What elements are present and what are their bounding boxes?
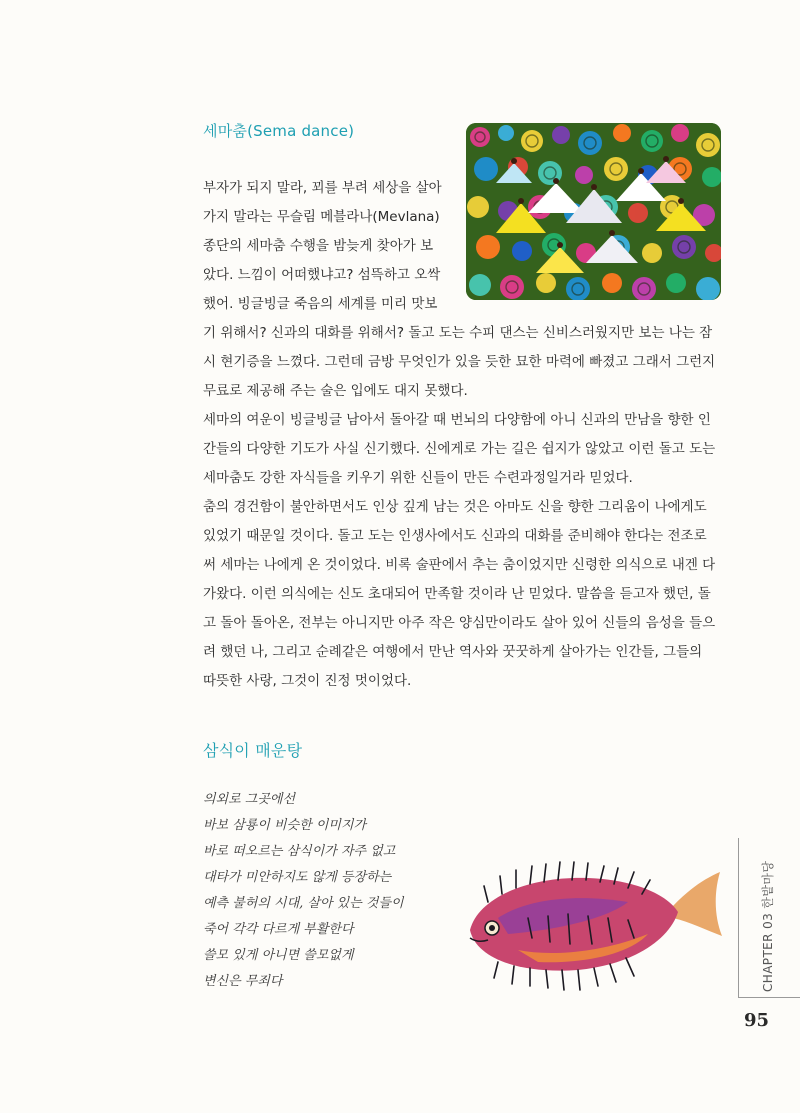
text-line: 가왔다. 이런 의식에는 신도 초대되어 만족할 것이라 난 믿었다. 말씀을 듣고자 했던, 돌 [203,586,711,602]
poem-line: 예측 불허의 시대, 살아 있는 것들이 [203,896,404,911]
text-line: 춤의 경건함이 불안하면서도 인상 깊게 남는 것은 아마도 신을 향한 그리움이 나에게도 [203,499,707,515]
sema-dance-painting [466,123,721,300]
poem-line: 의외로 그곳에선 [203,792,296,807]
text-line: 써 세마는 나에게 온 것이었다. 비록 술판에서 추는 춤이었지만 신령한 의식으로 내겐 다 [203,557,716,573]
poem-line: 쓸모 있게 아니면 쓸모없게 [203,948,354,963]
section-heading-samsik-maeuntang: 삼식이 매운탕 [203,741,303,760]
chapter-label: CHAPTER 03 한밭마당 [761,860,775,992]
poem-line: 변신은 무죄다 [203,974,283,989]
poem-line: 죽어 각각 다르게 부활한다 [203,922,354,937]
text-line: 있었기 때문일 것이다. 돌고 도는 인생사에서도 신과의 대화를 준비해야 한다는 전조로 [203,528,707,544]
poem-line: 바로 떠오르는 삼식이가 자주 없고 [203,844,396,859]
text-line: 세마의 여운이 빙글빙글 남아서 돌아갈 때 번뇌의 다양함에 아니 신과의 만남을 향한 인 [203,412,711,428]
text-line: 고 돌아 돌아온, 전부는 아니지만 아주 작은 양심만이라도 살아 있어 신들의 음성을 들으 [203,615,716,631]
chapter-tab [744,852,774,992]
text-line: 려 했던 나, 그리고 순례같은 여행에서 만난 역사와 꿋꿋하게 살아가는 인간들, 그들의 [203,644,703,660]
section-heading-sema-dance: 세마춤(Sema dance) [203,122,355,140]
text-line: 기 위해서? 신과의 대화를 위해서? 돌고 도는 수피 댄스는 신비스러웠지만 보는 나는 잠 [203,325,713,341]
text-line: 았다. 느낌이 어떠했냐고? 섬뜩하고 오싹 [203,267,441,283]
text-line: 종단의 세마춤 수행을 밤늦게 찾아가 보 [203,238,434,254]
text-line: 세마춤도 강한 자식들을 키우기 위한 신들이 만든 수련과정일거라 믿었다. [203,470,633,486]
text-line: 무료로 제공해 주는 술은 입에도 대지 못했다. [203,383,468,399]
text-line: 했어. 빙글빙글 죽음의 세계를 미리 맛보 [203,296,438,312]
text-line: 시 현기증을 느꼈다. 그런데 금방 무엇인가 있을 듯한 묘한 마력에 빠졌고 그래서 그런지 [203,354,716,370]
page-number: 95 [744,1010,770,1031]
text-line: 가지 말라는 무슬림 메블라나(Mevlana) [203,209,440,225]
text-line: 부자가 되지 말라, 꾀를 부려 세상을 살아 [203,180,442,196]
margin-rule-vertical [738,838,739,998]
fish-drawing [458,858,728,998]
margin-rule-horizontal [738,997,800,998]
poem-line: 대타가 미안하지도 않게 등장하는 [203,870,392,885]
poem-line: 바보 삼룡이 비슷한 이미지가 [203,818,367,833]
text-line: 따뜻한 사랑, 그것이 진정 멋이었다. [203,673,412,689]
text-line: 간들의 다양한 기도가 사실 신기했다. 신에게로 가는 길은 쉽지가 않았고 이런 돌고 도는 [203,441,716,457]
